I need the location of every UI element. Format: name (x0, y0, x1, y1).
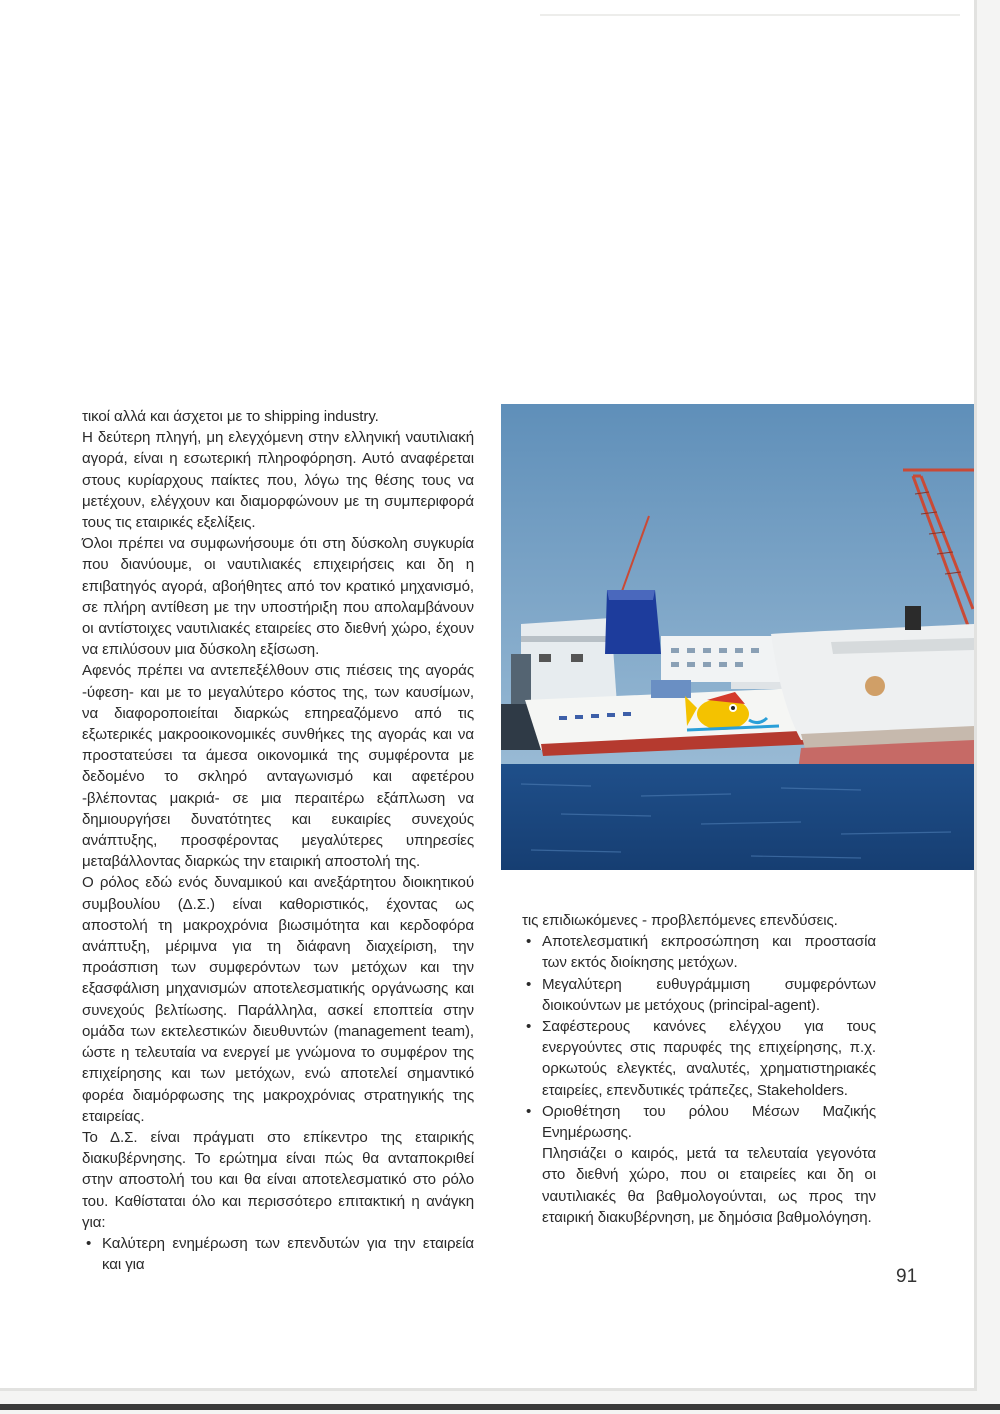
bullet-list (522, 931, 876, 1143)
paragraph-continuation: τις επιδιωκόμενες - προβλεπόμενες επενδύσεις. (522, 912, 838, 929)
page-number: 91 (896, 1266, 918, 1287)
right-column (522, 910, 876, 1228)
closing-paragraph: Πλησιάζει ο καιρός, μετά τα τελευταία γεγονότα στο διεθνή χώρο, που οι εταιρείες και δη οι ναυτιλιακές θα βαθμολογούνται, ως προς την εταιρική διακυβέρνηση, με δημόσια βαθμολόγηση. (542, 1145, 876, 1226)
ships-in-harbor-photo (501, 404, 974, 870)
paragraph: Αφενός πρέπει να αντεπεξέλθουν στις πιέσεις της αγοράς -ύφεση- και με το μεγαλύτερο κόστος της, των καυσίμων, να διαφοροποιείται διαρκώς επηρεαζόμενο από τις εξωτερικές μακροοικονομικές συνθήκες της αγοράς και να προστατεύσει τα άμεσα οικονομικά της συμφέροντα με δεδομένο το σκληρό ανταγωνισμό και αφετέρου -βλέποντας μακριά- σε μια περαιτέρω εξάπλωση να δημιουργήσει δυνατότητες και ευκαιρίες συνεχούς ανάπτυξης, προσφέροντας μεγαλύτερες υπηρεσίες μεταβάλλοντας διαρκώς την εταιρική αποστολή της. (82, 662, 474, 871)
bottom-rule (0, 1404, 1000, 1410)
bullet-item: • Οριοθέτηση του ρόλου Μέσων Μαζικής Ενημέρωσης. (522, 1101, 876, 1143)
paragraph: Η δεύτερη πληγή, μη ελεγχόμενη στην ελληνική ναυτιλιακή αγορά, είναι η εσωτερική πληροφόρηση. Αυτό αναφέρεται στους κυρίαρχους παίκτες που, λόγω της θέσης τους να μετέχουν, ελέγχουν και διαμορφώνουν με τη συμπεριφορά τους τις εταιρικές εξελίξεις. (82, 429, 474, 532)
bullet-item: • Καλύτερη ενημέρωση των επενδυτών για την εταιρεία και για (82, 1233, 474, 1275)
paragraph: Το Δ.Σ. είναι πράγματι στο επίκεντρο της εταιρικής διακυβέρνησης. Το ερώτημα είναι πώς θα ανταποκριθεί στην αποστολή του και θα είναι αποτελεσματικό στο ρόλο του. Καθίσταται όλο και περισσότερο επιτακτική η ανάγκη για: (82, 1128, 474, 1231)
bullet-item: • Αποτελεσματική εκπροσώπηση και προστασία των εκτός διοίκησης μετόχων. (522, 931, 876, 973)
bullet-list (82, 1233, 474, 1275)
bullet-item: • Σαφέστερους κανόνες ελέγχου για τους ενεργούντες στις παρυφές της επιχείρησης, π.χ. ορκωτούς ελεγκτές, αναλυτές, χρηματιστηριακές εταιρείες, επενδυτικές τράπεζες, Stakeholders. (522, 1016, 876, 1101)
scan-edge (540, 14, 960, 16)
left-column (82, 406, 474, 1275)
bullet-item: • Μεγαλύτερη ευθυγράμμιση συμφερόντων διοικούντων με μετόχους (principal-agent). (522, 974, 876, 1016)
paragraph: Όλοι πρέπει να συμφωνήσουμε ότι στη δύσκολη συγκυρία που διανύουμε, οι ναυτιλιακές επιχειρήσεις και δη η επιβατηγός αγορά, αβοήθητες από τον κρατικό μηχανισμό, σε πλήρη αντίθεση με την υποστήριξη που απολαμβάνουν οι αντίστοιχες ναυτιλιακές εταιρείες στο διεθνή χώρο, έχουν να επιλύσουν μια δύσκολη εξίσωση. (82, 535, 474, 659)
paragraph: τικοί αλλά και άσχετοι με το shipping industry. (82, 408, 379, 425)
paragraph: Ο ρόλος εδώ ενός δυναμικού και ανεξάρτητου διοικητικού συμβουλίου (Δ.Σ.) είναι καθοριστικός, έχοντας ως αποστολή τη μακροχρόνια βιωσιμότητα και κερδοφόρα ανάπτυξη, μέριμνα για τη διάφανη διαχείριση, την προάσπιση των συμφερόντων των μετόχων και την εξασφάλιση μηχανισμών αποτελεσματικής οργάνωσης και συνεχούς βελτίωσης. Παράλληλα, ασκεί εποπτεία στην ομάδα των εκτελεστικών διευθυντών (management team), ώστε η τελευταία να ενεργεί με γνώμονα το συμφέρον της επιχείρησης και των μετόχων, ενώ αποτελεί σημαντικό φορέα διαμόρφωσης της μακροχρόνιας στρατηγικής της εταιρείας. (82, 874, 474, 1125)
